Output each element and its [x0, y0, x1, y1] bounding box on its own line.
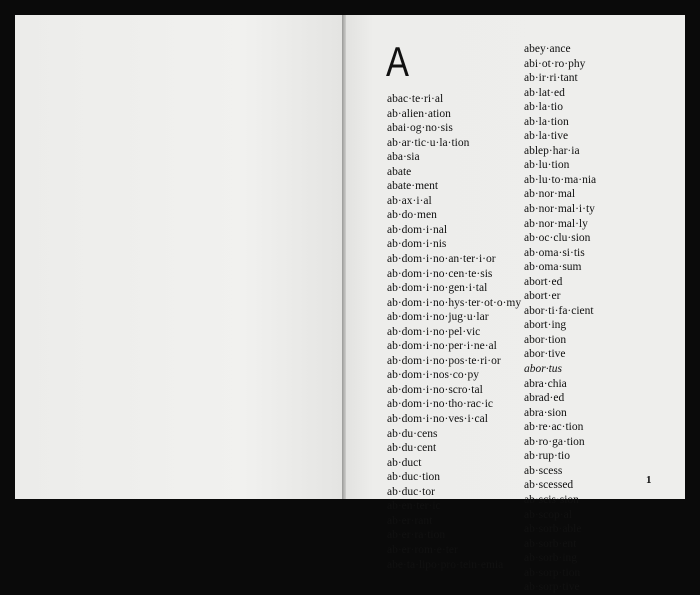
word-entry: abac·te·ri·al: [387, 93, 444, 105]
word-entry: abor·tion: [524, 333, 567, 346]
word-entry: ab·oma·si·tis: [524, 246, 585, 259]
word-entry: ab·duc·tion: [387, 471, 441, 484]
word-entry: ab·dom·i·no·cen·te·sis: [387, 267, 493, 280]
word-entry: ab·re·ac·tion: [524, 421, 584, 434]
word-entry: abort·er: [524, 290, 561, 303]
word-entry: ab·alien·ation: [387, 107, 451, 120]
word-entry: ab·dom·i·no·pos·te·ri·or: [387, 354, 501, 367]
word-entry: ab·er·rant: [387, 514, 433, 527]
word-entry: ab·sorb·ent: [524, 537, 577, 550]
word-entry: ab·er·ra·tion: [387, 529, 446, 542]
word-entry: ab·sorp·tive: [524, 581, 580, 594]
word-entry: ab·la·tive: [524, 130, 569, 143]
word-entry: ab·dom·i·no·an·ter·i·or: [387, 253, 496, 266]
word-entry: abra·chia: [524, 377, 567, 390]
word-entry: abe·ta·lipo·pro·tein·emia: [387, 558, 504, 571]
word-entry: ablep·har·ia: [524, 144, 580, 157]
word-entry: abate: [387, 165, 412, 178]
word-entry: ab·er·rom·e·ter: [387, 543, 458, 556]
word-list-left-column: [387, 92, 521, 572]
word-entry: abate·ment: [387, 180, 439, 193]
book-spread: [15, 15, 685, 594]
word-entry: ab·dom·i·no·pel·vic: [387, 325, 481, 338]
word-entry: aba·sia: [387, 151, 420, 164]
word-entry: ab·do·men: [387, 209, 437, 222]
word-entry: ab·nor·mal·i·ty: [524, 203, 595, 216]
word-entry: ab·dom·i·no·tho·rac·ic: [387, 398, 494, 411]
word-entry: abra·sion: [524, 406, 567, 419]
word-entry: ab·oma·sum: [524, 261, 582, 274]
word-entry: ab·scis·sion: [524, 493, 579, 506]
word-entry: abort·ed: [524, 275, 563, 288]
word-entry: ab·dom·i·no·hys·ter·ot·o·my: [387, 296, 522, 309]
word-entry: abi·ot·ro·phy: [524, 57, 586, 70]
word-entry: ab·rup·tio: [524, 450, 570, 463]
word-entry: ab·ax·i·al: [387, 194, 432, 207]
word-list-right-column: [524, 42, 596, 595]
word-entry: ab·nor·mal·ly: [524, 217, 588, 230]
word-entry: ab·dom·i·nis: [387, 238, 447, 251]
word-entry: ab·sorb·able: [524, 523, 582, 536]
word-entry: ab·duc·tor: [387, 485, 435, 498]
word-entry: ab·ro·ga·tion: [524, 435, 585, 448]
word-entry: ab·lu·tion: [524, 159, 570, 172]
word-entry: ab·dom·i·no·scro·tal: [387, 383, 483, 396]
right-page: [346, 15, 685, 594]
word-entry: ab·dom·i·no·ves·i·cal: [387, 413, 488, 426]
word-entry: abor·tus: [524, 363, 563, 376]
word-entry: abort·ing: [524, 319, 567, 332]
word-entry: ab·scessed: [524, 479, 574, 492]
section-letter-heading: A: [386, 38, 409, 85]
word-entry: ab·en·ter·ic: [387, 500, 441, 513]
word-entry: ab·nor·mal: [524, 188, 576, 201]
word-entry: abrad·ed: [524, 392, 565, 405]
page-number: 1: [646, 474, 652, 486]
word-entry: abor·tive: [524, 348, 566, 361]
word-entry: abey·ance: [524, 43, 571, 55]
left-page-blank: [15, 15, 342, 499]
word-entry: ab·dom·i·nal: [387, 223, 448, 236]
word-entry: ab·sorb·ing: [524, 552, 578, 565]
word-entry: ab·du·cens: [387, 427, 438, 440]
word-entry: ab·lu·to·ma·nia: [524, 173, 597, 186]
word-entry: ab·dom·i·no·per·i·ne·al: [387, 340, 497, 353]
word-entry: ab·scess: [524, 464, 563, 477]
word-entry: ab·dom·i·no·jug·u·lar: [387, 311, 489, 324]
word-entry: ab·dom·i·nos·co·py: [387, 369, 479, 382]
word-entry: ab·ar·tic·u·la·tion: [387, 136, 470, 149]
word-entry: abor·ti·fa·cient: [524, 304, 594, 317]
word-entry: ab·scop·al: [524, 508, 572, 521]
word-entry: ab·oc·clu·sion: [524, 232, 591, 245]
word-entry: abai·og·no·sis: [387, 122, 453, 135]
word-entry: ab·dom·i·no·gen·i·tal: [387, 282, 488, 295]
word-entry: ab·sorp·tion: [524, 566, 581, 579]
word-entry: ab·lat·ed: [524, 86, 565, 99]
word-entry: ab·la·tion: [524, 115, 569, 128]
word-entry: ab·la·tio: [524, 101, 563, 114]
word-entry: ab·duct: [387, 456, 422, 469]
word-entry: ab·du·cent: [387, 442, 437, 455]
word-entry: ab·ir·ri·tant: [524, 72, 578, 85]
